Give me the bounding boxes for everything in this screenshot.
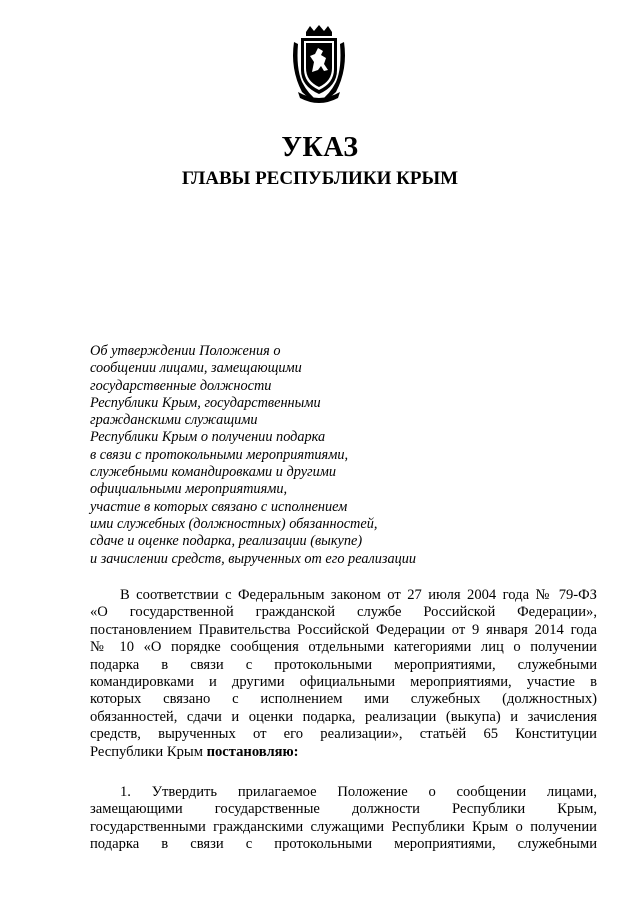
subject-line: Об утверждении Положения о — [90, 343, 281, 359]
item-line: замещающими государственные должности Республики Крым, — [90, 801, 597, 818]
decree-keyword: постановляю: — [206, 743, 299, 760]
item-line: 1. Утвердить прилагаемое Положение о сообщении лицами, — [120, 783, 597, 800]
item-1-paragraph — [90, 784, 597, 854]
preamble-line: № 10 «О порядке сообщения отдельными категориями лиц о получении — [90, 639, 597, 656]
subject-line: участие в которых связано с исполнением — [90, 498, 348, 515]
preamble-line: средств, вырученных от его реализации», статьёй 65 Конституции — [90, 726, 597, 743]
preamble-line: подарка в связи с протокольными мероприятиями, служебными — [90, 656, 597, 673]
preamble-line: В соответствии с Федеральным законом от 27 июля 2004 года № 79-ФЗ — [120, 587, 597, 603]
document-title: УКАЗ — [281, 132, 359, 163]
preamble-line: обязанностей, сдачи и оценки подарка, реализации (выкупа) и зачисления — [90, 708, 597, 725]
item-line: подарка в связи с протокольными мероприятиями, служебными — [90, 836, 597, 853]
preamble-line: командировками и другими официальными мероприятиями, участие в — [90, 673, 597, 690]
subject-line: ими служебных (должностных) обязанностей, — [90, 515, 378, 532]
crimea-coat-of-arms-emblem — [288, 24, 350, 104]
preamble-paragraph — [90, 587, 597, 761]
subject-line: служебными командировками и другими — [90, 464, 337, 481]
item-line: государственными гражданскими служащими Республики Крым о получении — [90, 818, 597, 835]
preamble-line: постановлением Правительства Российской Федерации от 9 января 2014 года — [90, 621, 597, 638]
subject-line: сдаче и оценке подарка, реализации (выкупе) — [90, 533, 363, 550]
subject-line: Республики Крым, государственными — [90, 394, 321, 411]
preamble-line-final — [90, 744, 597, 761]
document-subtitle: ГЛАВЫ РЕСПУБЛИКИ КРЫМ — [181, 168, 459, 189]
decree-body — [90, 587, 597, 853]
subject-line: сообщении лицами, замещающими — [90, 360, 302, 377]
subject-line: и зачислении средств, вырученных от его реализации — [90, 550, 417, 567]
subject-line: Республики Крым о получении подарка — [90, 429, 326, 446]
preamble-last-text: Республики Крым — [90, 743, 203, 760]
decree-subject — [90, 343, 490, 568]
subject-line: государственные должности — [90, 377, 272, 394]
subject-line: в связи с протокольными мероприятиями, — [90, 446, 349, 463]
preamble-line: «О государственной гражданской службе Российской Федерации», — [90, 604, 597, 621]
preamble-line: которых связано с исполнением ими служебных (должностных) — [90, 691, 597, 708]
subject-line: официальными мероприятиями, — [90, 481, 288, 498]
subject-line: гражданскими служащими — [90, 412, 258, 429]
